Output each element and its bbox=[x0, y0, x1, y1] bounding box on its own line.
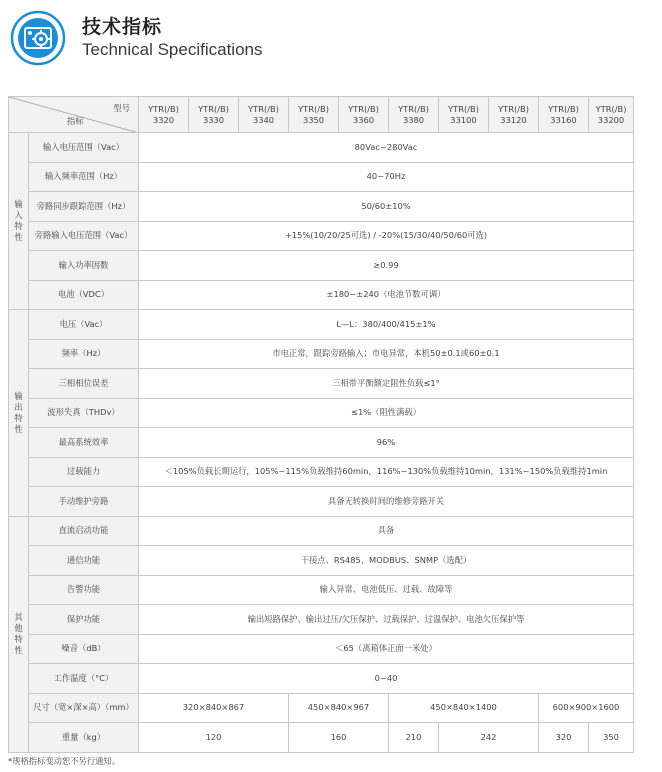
row-label: 电池（VDC） bbox=[29, 280, 139, 310]
model-header: YTR(/B) 33120 bbox=[489, 97, 539, 133]
model-header: YTR(/B) 3380 bbox=[389, 97, 439, 133]
group-label-input: 输入特性 bbox=[9, 133, 29, 310]
row-label: 旁路输入电压范围（Vac） bbox=[29, 221, 139, 251]
row-value: 80Vac~280Vac bbox=[139, 133, 634, 163]
row-value: ＜105%负载长期运行，105%~115%负载维持60min，116%~130%负载维持10min，131%~150%负载维持1min bbox=[139, 457, 634, 487]
weight-value: 210 bbox=[389, 723, 439, 753]
footnote: *规格指标变动恕不另行通知。 bbox=[8, 756, 121, 766]
row-label: 告警功能 bbox=[29, 575, 139, 605]
row-value: ＜65（离箱体正面一米处） bbox=[139, 634, 634, 664]
group-label-other: 其他特性 bbox=[9, 516, 29, 752]
corner-label-model: 型号 bbox=[113, 103, 130, 113]
table-row bbox=[9, 162, 634, 192]
table-row bbox=[9, 221, 634, 251]
row-value: 输出短路保护、输出过压/欠压保护、过载保护、过温保护、电池欠压保护等 bbox=[139, 605, 634, 635]
row-value: ±180~±240（电池节数可调） bbox=[139, 280, 634, 310]
row-label: 噪音（dB） bbox=[29, 634, 139, 664]
size-value: 450×840×967 bbox=[289, 693, 389, 723]
row-value: 0~40 bbox=[139, 664, 634, 694]
row-label: 保护功能 bbox=[29, 605, 139, 635]
table-row bbox=[9, 192, 634, 222]
table-row bbox=[9, 605, 634, 635]
table-row bbox=[9, 693, 634, 723]
table-row bbox=[9, 369, 634, 399]
model-header: YTR(/B) 33100 bbox=[439, 97, 489, 133]
gear-settings-icon bbox=[10, 10, 66, 66]
row-value: L—L：380/400/415±1% bbox=[139, 310, 634, 340]
weight-value: 120 bbox=[139, 723, 289, 753]
row-label: 输入电压范围（Vac） bbox=[29, 133, 139, 163]
model-header: YTR(/B) 3340 bbox=[239, 97, 289, 133]
table-header-row bbox=[9, 97, 634, 133]
table-row bbox=[9, 339, 634, 369]
row-label: 工作温度（°C） bbox=[29, 664, 139, 694]
weight-value: 160 bbox=[289, 723, 389, 753]
table-row bbox=[9, 398, 634, 428]
model-header: YTR(/B) 3360 bbox=[339, 97, 389, 133]
row-value: 40~70Hz bbox=[139, 162, 634, 192]
table-row bbox=[9, 428, 634, 458]
group-label-output: 输出特性 bbox=[9, 310, 29, 517]
corner-label-spec: 指标 bbox=[67, 116, 84, 126]
row-label: 过载能力 bbox=[29, 457, 139, 487]
row-label: 输入功率因数 bbox=[29, 251, 139, 281]
row-value: 50/60±10% bbox=[139, 192, 634, 222]
row-label: 通信功能 bbox=[29, 546, 139, 576]
row-label: 电压（Vac） bbox=[29, 310, 139, 340]
row-label: 直流启动功能 bbox=[29, 516, 139, 546]
table-row bbox=[9, 634, 634, 664]
row-label: 输入频率范围（Hz） bbox=[29, 162, 139, 192]
row-value: 具备无转换时间的维修旁路开关 bbox=[139, 487, 634, 517]
table-row bbox=[9, 280, 634, 310]
row-label: 频率（Hz） bbox=[29, 339, 139, 369]
row-value: 96% bbox=[139, 428, 634, 458]
table-row bbox=[9, 457, 634, 487]
row-value: 市电正常，跟踪旁路输入；市电异常，本机50±0.1或60±0.1 bbox=[139, 339, 634, 369]
row-value: 三相带平衡额定阻性负载≤1° bbox=[139, 369, 634, 399]
table-row bbox=[9, 546, 634, 576]
weight-value: 242 bbox=[439, 723, 539, 753]
model-header: YTR(/B) 3350 bbox=[289, 97, 339, 133]
page-title-zh: 技术指标 bbox=[82, 16, 163, 38]
model-header: YTR(/B) 3330 bbox=[189, 97, 239, 133]
size-value: 320×840×867 bbox=[139, 693, 289, 723]
model-header: YTR(/B) 33200 bbox=[589, 97, 634, 133]
table-row bbox=[9, 664, 634, 694]
table-row bbox=[9, 516, 634, 546]
row-label: 波形失真（THDv） bbox=[29, 398, 139, 428]
table-row bbox=[9, 723, 634, 753]
page-header bbox=[10, 10, 650, 70]
row-value: ≥0.99 bbox=[139, 251, 634, 281]
row-label: 旁路同步跟踪范围（Hz） bbox=[29, 192, 139, 222]
table-row bbox=[9, 133, 634, 163]
spec-table bbox=[8, 96, 634, 753]
row-value: ≤1%（阻性满载） bbox=[139, 398, 634, 428]
table-row bbox=[9, 487, 634, 517]
model-header: YTR(/B) 3320 bbox=[139, 97, 189, 133]
model-header: YTR(/B) 33160 bbox=[539, 97, 589, 133]
row-value: 具备 bbox=[139, 516, 634, 546]
page-title-en: Technical Specifications bbox=[82, 40, 263, 59]
row-label: 手动维护旁路 bbox=[29, 487, 139, 517]
row-value: 输入异常、电池低压、过载、故障等 bbox=[139, 575, 634, 605]
size-value: 450×840×1400 bbox=[389, 693, 539, 723]
table-row bbox=[9, 251, 634, 281]
row-value: +15%(10/20/25可选) / -20%(15/30/40/50/60可选) bbox=[139, 221, 634, 251]
table-row bbox=[9, 575, 634, 605]
weight-value: 350 bbox=[589, 723, 634, 753]
weight-value: 320 bbox=[539, 723, 589, 753]
row-label: 最高系统效率 bbox=[29, 428, 139, 458]
row-label: 尺寸（宽×深×高）（mm） bbox=[29, 693, 139, 723]
row-value: 干接点、RS485、MODBUS、SNMP（选配） bbox=[139, 546, 634, 576]
table-corner-cell bbox=[9, 97, 139, 133]
table-row bbox=[9, 310, 634, 340]
size-value: 600×900×1600 bbox=[539, 693, 634, 723]
row-label: 重量（kg） bbox=[29, 723, 139, 753]
row-label: 三相相位误差 bbox=[29, 369, 139, 399]
